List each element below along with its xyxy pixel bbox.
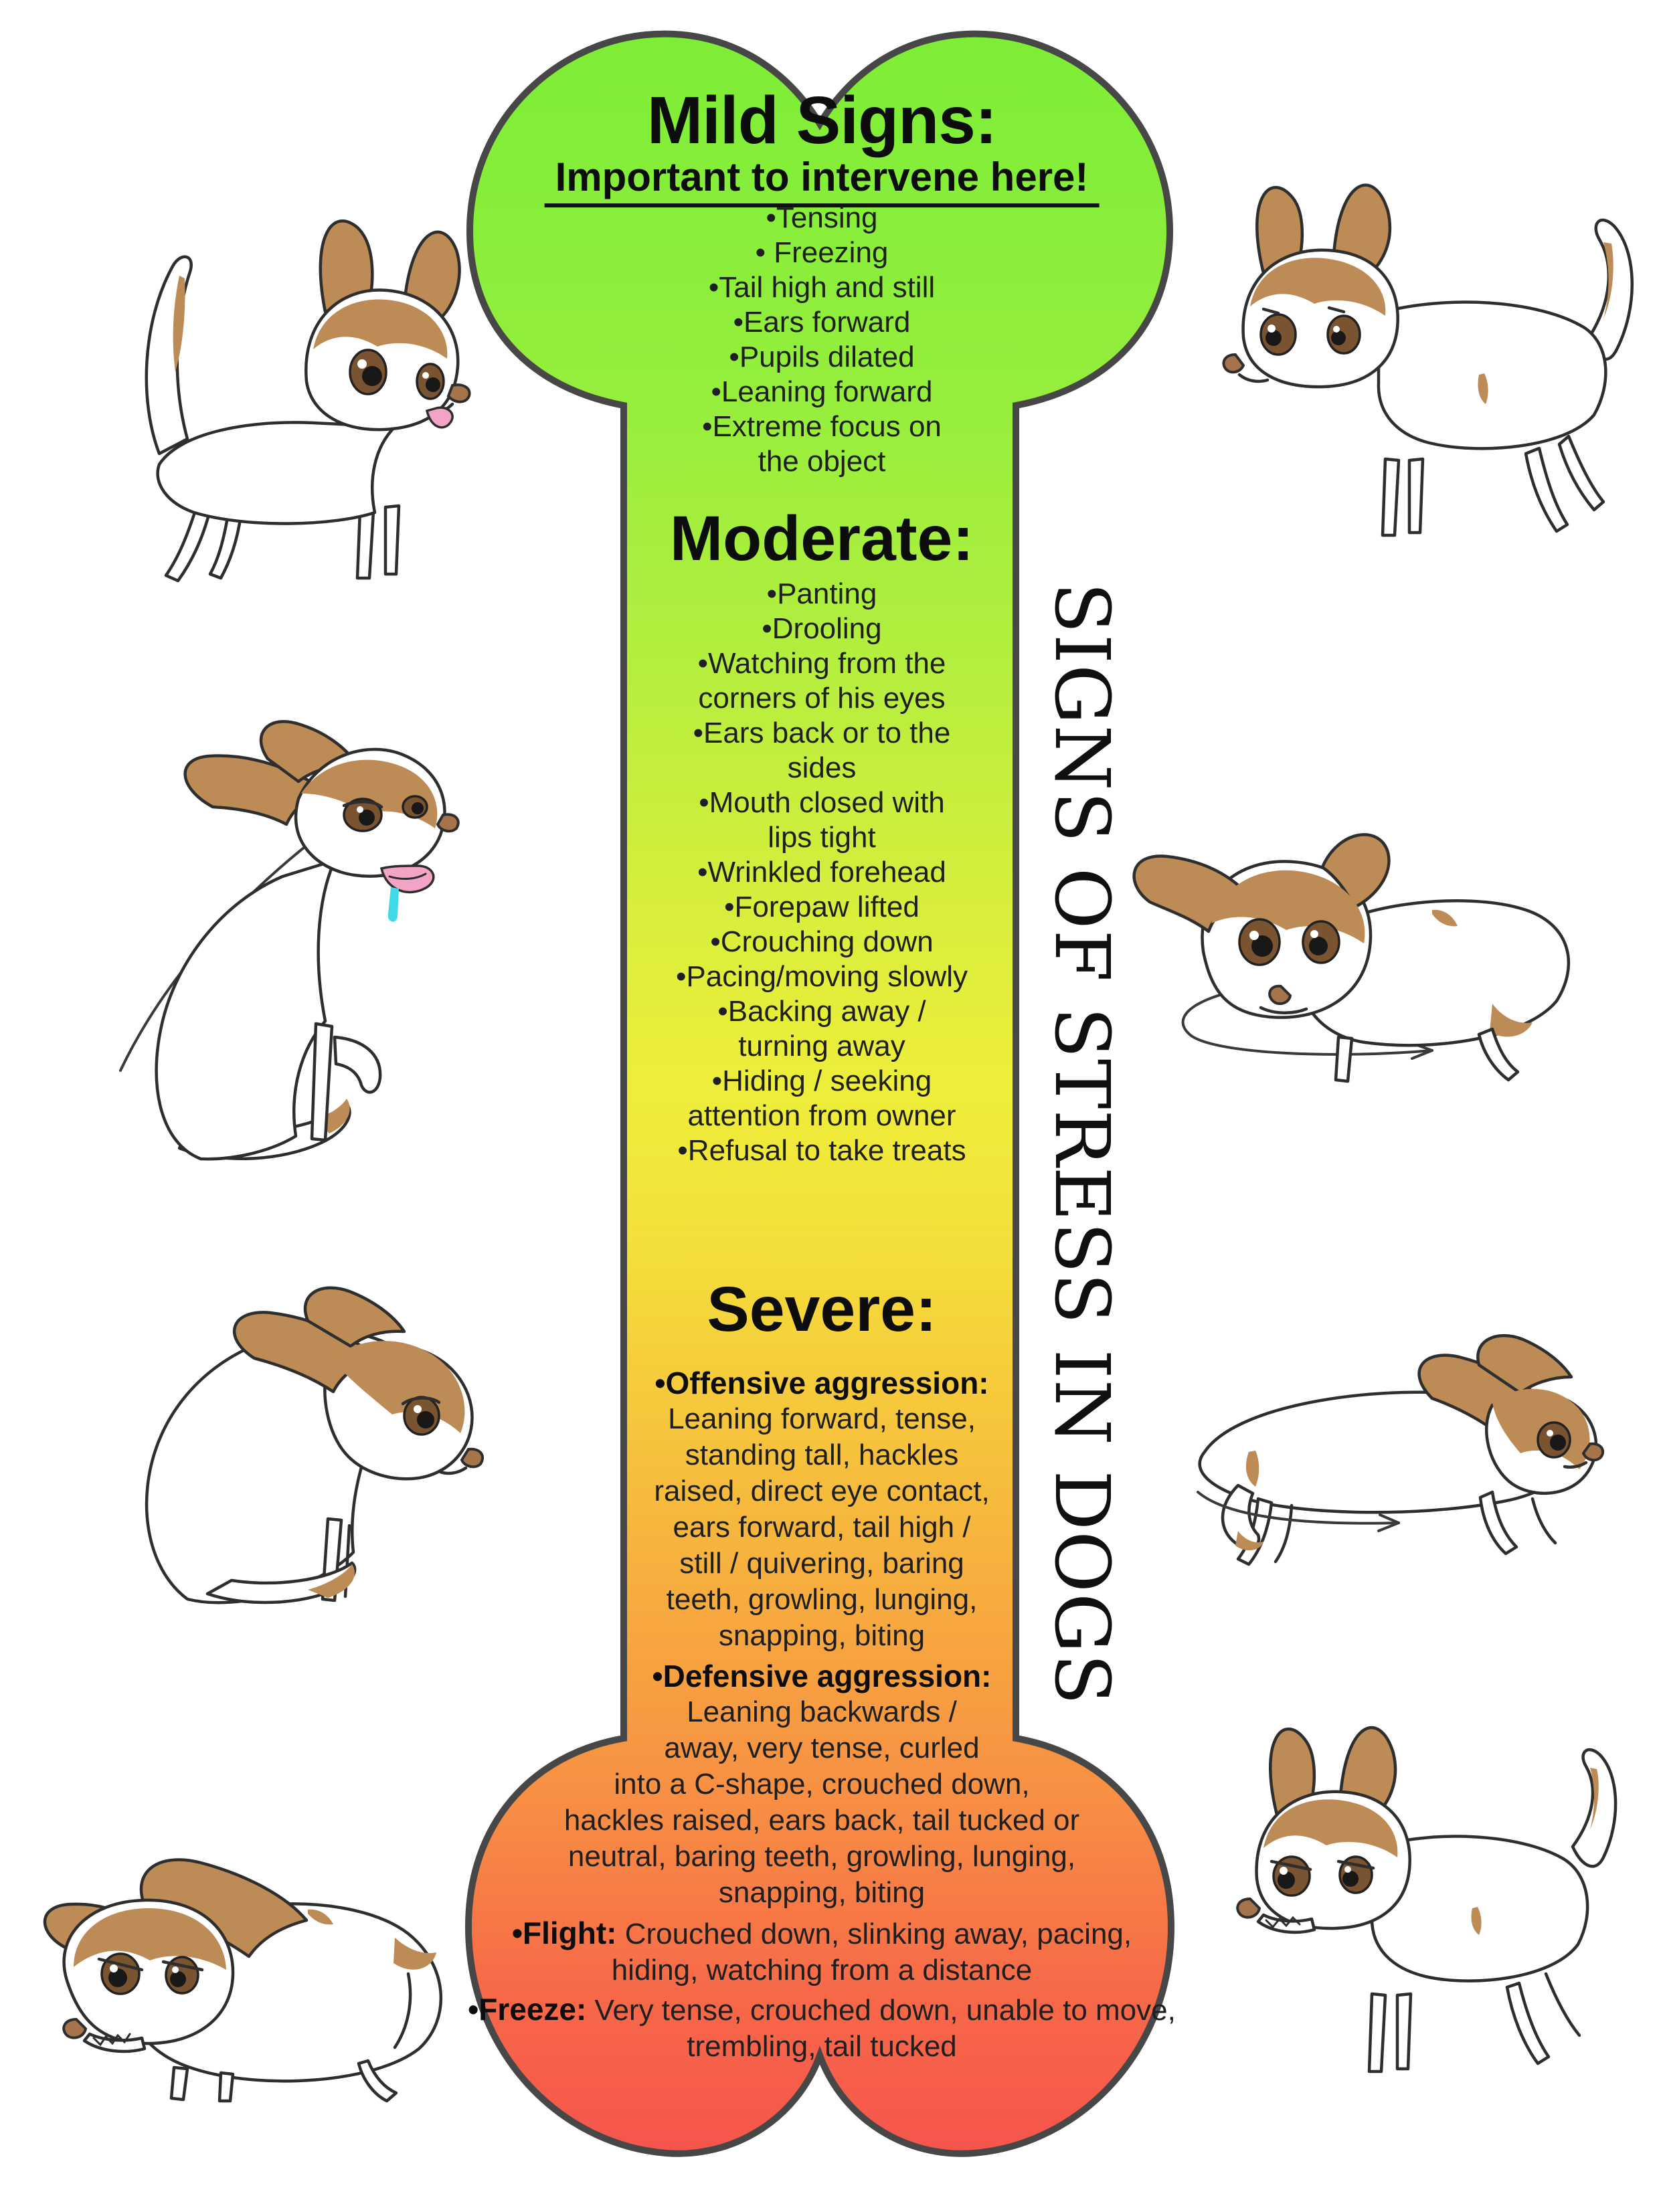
- severe-text-line: snapping, biting: [718, 1876, 926, 1909]
- offensive-aggression-label: •Offensive aggression:: [654, 1366, 989, 1400]
- nose: [1223, 355, 1243, 372]
- severe-text-line: snapping, biting: [718, 1619, 926, 1652]
- dog-crouched-snarling-illustration: [20, 1807, 462, 2121]
- list-item: •Mouth closed with lips tight: [699, 786, 945, 854]
- flight-label: •Flight:: [511, 1916, 617, 1950]
- moderate-list: [675, 577, 969, 1168]
- mild-subheading: Important to intervene here!: [545, 155, 1100, 207]
- severe-text-line: ears forward, tail high /: [673, 1511, 971, 1544]
- freeze-label: •Freeze:: [468, 1992, 587, 2027]
- dog-tense-standing-illustration: [1164, 134, 1640, 602]
- freeze-text: Very tense, crouched down, unable to move,: [586, 1994, 1176, 2027]
- mild-list: [678, 201, 966, 479]
- severe-text-line: raised, direct eye contact,: [654, 1475, 990, 1507]
- body: [158, 422, 395, 523]
- tongue: [427, 407, 452, 428]
- defensive-aggression-label: •Defensive aggression:: [652, 1659, 992, 1693]
- severe-text-line: Leaning backwards /: [687, 1695, 957, 1728]
- severe-text-line: into a C-shape, crouched down,: [614, 1768, 1030, 1801]
- severe-text-line: still / quivering, baring: [679, 1547, 964, 1580]
- severe-text-line: neutral, baring teeth, growling, lunging,: [567, 1840, 1076, 1873]
- dog-alert-standing-illustration: [80, 181, 495, 595]
- moderate-heading: Moderate:: [670, 503, 974, 574]
- list-item: •Hiding / seeking attention from owner: [687, 1065, 956, 1132]
- severe-text-line: teeth, growling, lunging,: [666, 1583, 978, 1616]
- nose: [64, 2019, 86, 2038]
- list-item: •Pacing/moving slowly: [675, 960, 968, 993]
- body: [157, 860, 335, 1159]
- severe-text-line: trembling, tail tucked: [687, 2030, 957, 2063]
- mild-subheading-wrap: [545, 155, 1100, 199]
- nose: [438, 814, 458, 831]
- page-title-vertical: SIGNS OF STRESS IN DOGS: [1038, 582, 1125, 1706]
- severe-heading: Severe:: [707, 1274, 937, 1345]
- list-item: •Pupils dilated: [729, 341, 915, 373]
- severe-defensive-block: [564, 1658, 1079, 1911]
- list-item: •Wrinkled forehead: [697, 856, 946, 889]
- severe-text-line: standing tall, hackles: [685, 1439, 959, 1471]
- dog-hunched-sitting-illustration: [107, 1251, 495, 1619]
- list-item: •Drooling: [762, 612, 882, 645]
- list-item: •Panting: [766, 577, 877, 610]
- nose: [462, 1449, 483, 1467]
- list-item: •Extreme focus on the object: [702, 410, 942, 478]
- list-item: •Ears back or to the sides: [693, 717, 951, 784]
- list-item: • Freezing: [755, 236, 889, 269]
- dog-standing-baring-teeth-illustration: [1171, 1673, 1646, 2094]
- severe-text-line: hackles raised, ears back, tail tucked or: [563, 1804, 1080, 1837]
- severe-text-line: hiding, watching from a distance: [611, 1954, 1033, 1987]
- dog-slinking-tail-tucked-illustration: [1118, 1285, 1613, 1579]
- body: [1379, 302, 1605, 449]
- list-item: •Refusal to take treats: [677, 1134, 966, 1167]
- severe-text-line: Leaning forward, tense,: [668, 1402, 976, 1435]
- severe-offensive-block: [654, 1365, 989, 1654]
- nose: [1237, 1899, 1259, 1918]
- list-item: •Tensing: [766, 201, 878, 234]
- severe-freeze-block: [468, 1991, 1176, 2065]
- severe-text-line: [468, 1991, 1176, 2029]
- list-item: •Forepaw lifted: [724, 891, 920, 923]
- nose: [448, 385, 470, 401]
- list-item: •Tail high and still: [708, 271, 936, 304]
- flight-text: Crouched down, slinking away, pacing,: [616, 1918, 1132, 1950]
- drool-drip: [388, 887, 399, 922]
- dog-crouching-turning-illustration: [1118, 783, 1606, 1104]
- severe-text-line: [512, 1915, 1132, 1952]
- list-item: •Leaning forward: [711, 375, 933, 408]
- list-item: •Backing away / turning away: [717, 995, 926, 1063]
- list-item: •Crouching down: [710, 925, 934, 958]
- lifted-forepaw: [335, 1037, 380, 1092]
- mild-heading: Mild Signs:: [646, 83, 997, 158]
- dog-drooling-pawlift-illustration: [100, 676, 475, 1191]
- list-item: •Ears forward: [733, 306, 911, 339]
- severe-text-line: away, very tense, curled: [664, 1732, 980, 1764]
- severe-flight-block: [512, 1915, 1132, 1989]
- list-item: •Watching from the corners of his eyes: [697, 647, 946, 715]
